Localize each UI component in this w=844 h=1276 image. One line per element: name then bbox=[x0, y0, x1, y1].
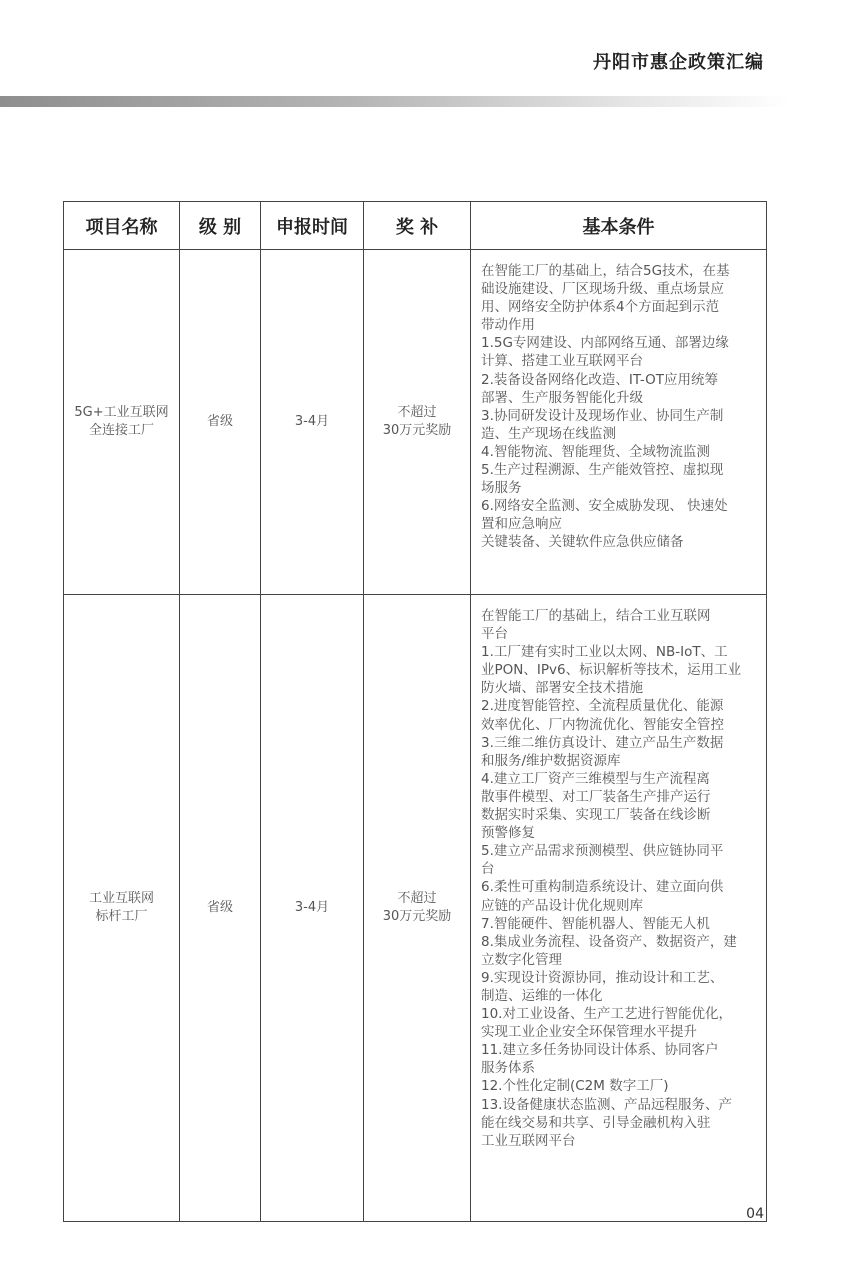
condition-line: 2.装备设备网络化改造、IT-OT应用统筹 bbox=[481, 371, 718, 388]
conditions-cell bbox=[471, 595, 767, 1222]
project-name-line: 全连接工厂 bbox=[88, 423, 154, 438]
page-number: 04 bbox=[746, 1206, 764, 1222]
project-name-cell bbox=[64, 595, 180, 1222]
project-name-line: 5G+工业互联网 bbox=[74, 405, 169, 420]
condition-line: 9.实现设计资源协同，推动设计和工艺、 bbox=[481, 969, 724, 986]
project-name-cell bbox=[64, 250, 180, 595]
condition-line: 效率优化、厂内物流优化、智能安全管控 bbox=[481, 716, 724, 733]
project-name-line: 标杆工厂 bbox=[95, 909, 148, 924]
document-title: 丹阳市惠企政策汇编 bbox=[593, 52, 764, 73]
condition-line: 实现工业企业安全环保管理水平提升 bbox=[481, 1024, 697, 1041]
condition-line: 散事件模型、对工厂装备生产排产运行 bbox=[481, 788, 711, 805]
condition-line: 5.建立产品需求预测模型、供应链协同平 bbox=[481, 843, 724, 860]
column-header-level: 级 别 bbox=[180, 202, 261, 250]
condition-line: 带动作用 bbox=[481, 317, 535, 334]
award-line: 30万元奖励 bbox=[382, 423, 452, 438]
condition-line: 平台 bbox=[481, 626, 508, 643]
condition-line: 部署、生产服务智能化升级 bbox=[481, 389, 643, 406]
level-cell: 省级 bbox=[180, 595, 261, 1222]
condition-line: 业PON、IPv6、标识解析等技术，运用工业 bbox=[481, 662, 742, 679]
condition-line: 2.进度智能管控、全流程质量优化、能源 bbox=[481, 698, 724, 715]
condition-line: 6.网络安全监测、安全威胁发现、 快速处 bbox=[481, 498, 728, 515]
condition-line: 5.生产过程溯源、生产能效管控、虚拟现 bbox=[481, 462, 724, 479]
award-line: 30万元奖励 bbox=[382, 909, 452, 924]
condition-line: 计算、搭建工业互联网平台 bbox=[481, 353, 643, 370]
condition-line: 1.工厂建有实时工业以太网、NB-IoT、工 bbox=[481, 644, 728, 661]
condition-line: 础设施建设、厂区现场升级、重点场景应 bbox=[481, 281, 724, 298]
award-cell bbox=[364, 250, 471, 595]
condition-line: 防火墙、部署安全技术措施 bbox=[481, 680, 643, 697]
apply-time-cell: 3-4月 bbox=[261, 595, 364, 1222]
project-name-line: 工业互联网 bbox=[88, 891, 154, 906]
condition-line: 造、生产现场在线监测 bbox=[481, 425, 616, 442]
award-line: 不超过 bbox=[397, 891, 437, 906]
condition-line: 11.建立多任务协同设计体系、协同客户 bbox=[481, 1042, 719, 1059]
apply-time-cell: 3-4月 bbox=[261, 250, 364, 595]
condition-line: 置和应急响应 bbox=[481, 516, 562, 533]
column-header-apply-time: 申报时间 bbox=[261, 202, 364, 250]
condition-line: 制造、运维的一体化 bbox=[481, 987, 603, 1004]
table-row bbox=[64, 595, 767, 1222]
header-gradient-bar bbox=[0, 96, 790, 107]
column-header-project-name: 项目名称 bbox=[64, 202, 180, 250]
condition-line: 预警修复 bbox=[481, 825, 535, 842]
condition-line: 3.三维二维仿真设计、建立产品生产数据 bbox=[481, 734, 724, 751]
condition-line: 立数字化管理 bbox=[481, 951, 562, 968]
policy-table bbox=[63, 201, 767, 1222]
condition-line: 6.柔性可重构制造系统设计、建立面向供 bbox=[481, 879, 724, 896]
condition-line: 1.5G专网建设、内部网络互通、部署边缘 bbox=[481, 335, 729, 352]
table-row bbox=[64, 250, 767, 595]
condition-line: 7.智能硬件、智能机器人、智能无人机 bbox=[481, 915, 710, 932]
condition-line: 数据实时采集、实现工厂装备在线诊断 bbox=[481, 807, 711, 824]
condition-line: 4.建立工厂资产三维模型与生产流程离 bbox=[481, 770, 710, 787]
condition-line: 能在线交易和共享、引导金融机构入驻 bbox=[481, 1114, 711, 1131]
condition-line: 13.设备健康状态监测、产品远程服务、产 bbox=[481, 1096, 732, 1113]
condition-line: 用、网络安全防护体系4个方面起到示范 bbox=[481, 299, 720, 316]
condition-line: 工业互联网平台 bbox=[481, 1132, 576, 1149]
condition-line: 8.集成业务流程、设备资产、数据资产，建 bbox=[481, 933, 737, 950]
condition-line: 应链的产品设计优化规则库 bbox=[481, 897, 643, 914]
table-header-row bbox=[64, 202, 767, 250]
condition-line: 在智能工厂的基础上，结合5G技术，在基 bbox=[481, 263, 730, 279]
award-cell bbox=[364, 595, 471, 1222]
condition-line: 场服务 bbox=[481, 480, 522, 497]
condition-line: 台 bbox=[481, 861, 495, 878]
condition-line: 在智能工厂的基础上，结合工业互联网 bbox=[481, 608, 711, 624]
conditions-cell bbox=[471, 250, 767, 595]
column-header-award: 奖 补 bbox=[364, 202, 471, 250]
condition-line: 12.个性化定制(C2M 数字工厂) bbox=[481, 1078, 669, 1095]
column-header-conditions: 基本条件 bbox=[471, 202, 767, 250]
award-line: 不超过 bbox=[397, 405, 437, 420]
condition-line: 服务体系 bbox=[481, 1060, 535, 1077]
condition-line: 4.智能物流、智能理货、全域物流监测 bbox=[481, 443, 710, 460]
condition-line: 关键装备、关键软件应急供应储备 bbox=[481, 534, 684, 551]
condition-line: 3.协同研发设计及现场作业、协同生产制 bbox=[481, 407, 724, 424]
level-cell: 省级 bbox=[180, 250, 261, 595]
condition-line: 和服务/维护数据资源库 bbox=[481, 752, 621, 769]
condition-line: 10.对工业设备、生产工艺进行智能优化， bbox=[481, 1006, 732, 1023]
